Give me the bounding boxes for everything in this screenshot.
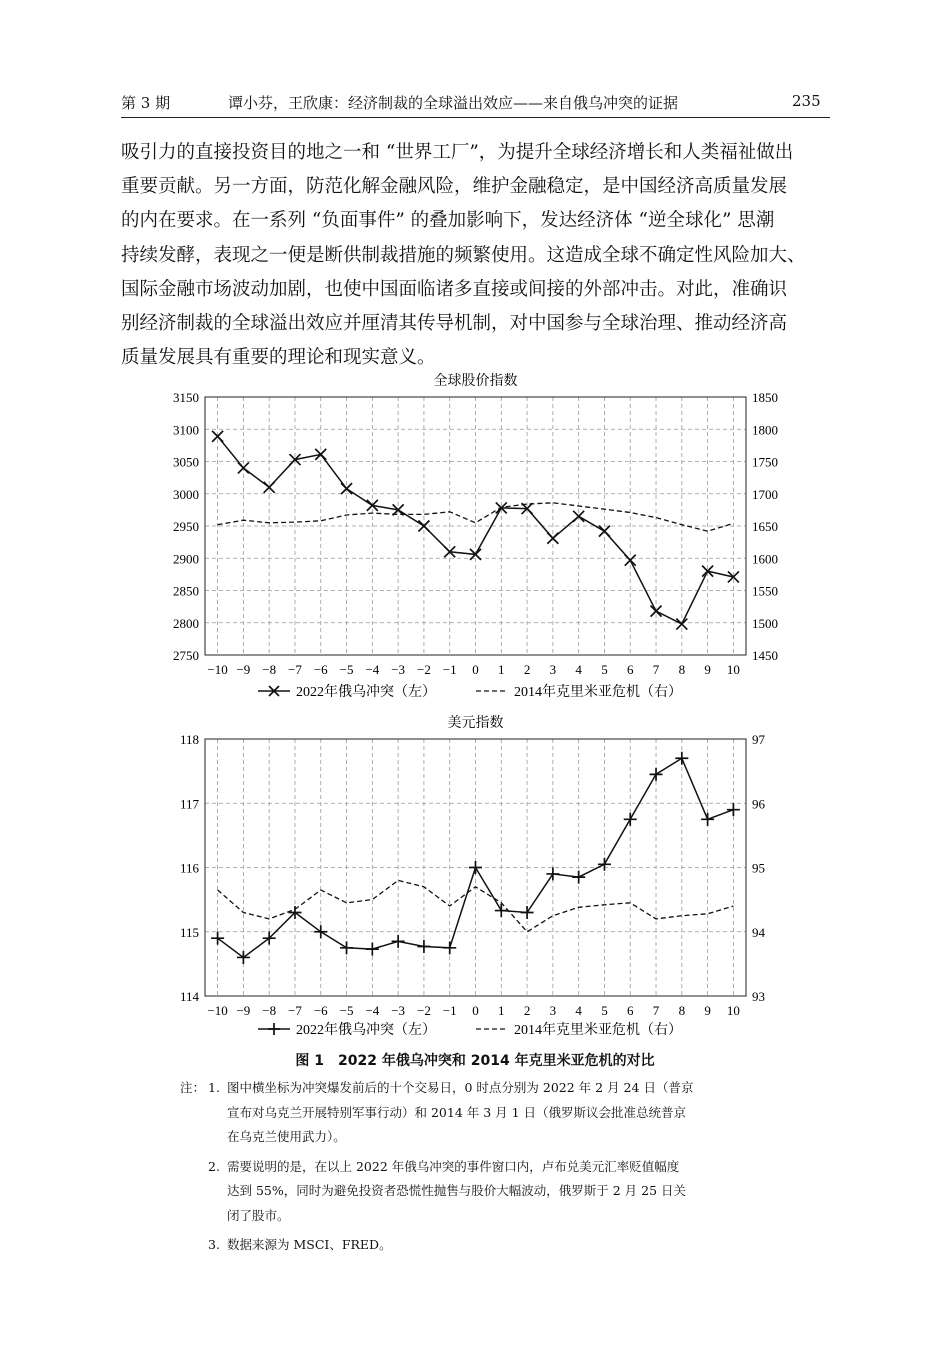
- x-tick-label: 8: [678, 1003, 686, 1018]
- y-tick-label-right: 1550: [752, 583, 778, 599]
- data-point-marker-plus: [443, 941, 456, 954]
- data-point-marker-plus: [546, 867, 559, 880]
- note-text: 在乌克兰使用武力）。: [227, 1129, 346, 1144]
- note-line: [180, 1101, 800, 1126]
- data-point-marker-plus: [521, 906, 534, 919]
- x-tick-label: 0: [472, 1003, 479, 1018]
- legend-label-2014: 2014年克里米亚危机（右）: [514, 1023, 682, 1038]
- note-prefix: 注：: [180, 1080, 206, 1095]
- note-number: 2.: [208, 1158, 220, 1174]
- x-tick-label: −2: [416, 1003, 431, 1018]
- note-text: 宣布对乌克兰开展特别军事行动）和 2014 年 3 月 1 日（俄罗斯议会批准总统普京: [227, 1104, 687, 1120]
- x-tick-label: −1: [442, 662, 457, 677]
- y-tick-label-left: 114: [179, 989, 199, 1004]
- x-tick-label: 1: [498, 1003, 505, 1018]
- y-tick-label-right: 97: [752, 732, 765, 747]
- y-tick-label-left: 2800: [173, 615, 199, 631]
- data-point-marker-x: [599, 526, 610, 537]
- note-number: 1.: [208, 1080, 220, 1095]
- y-tick-label-right: 1750: [752, 454, 778, 470]
- note-line: [180, 1076, 800, 1101]
- data-point-marker-plus: [727, 803, 740, 816]
- data-point-marker-plus: [366, 943, 379, 956]
- y-tick-label-right: 95: [752, 860, 765, 876]
- body-line: 质量发展具有重要的理论和现实意义。: [121, 347, 436, 369]
- x-tick-label: −8: [262, 1003, 277, 1018]
- body-line: 重要贡献。另一方面，防范化解金融风险，维护金融稳定，是中国经济高质量发展: [121, 176, 788, 198]
- data-point-marker-plus: [417, 940, 430, 953]
- x-tick-label: −10: [207, 662, 228, 677]
- note-text: 数据来源为 MSCI、FRED。: [227, 1237, 392, 1252]
- data-point-marker-x: [547, 533, 558, 544]
- data-point-marker-plus: [237, 951, 250, 964]
- y-tick-label-right: 93: [752, 989, 765, 1004]
- x-tick-label: 7: [652, 1003, 660, 1018]
- note-line: [180, 1204, 800, 1229]
- data-point-marker-x: [676, 619, 687, 630]
- data-point-marker-plus: [624, 813, 637, 826]
- running-title: 谭小芬，王欣康：经济制裁的全球溢出效应——来自俄乌冲突的证据: [228, 94, 679, 112]
- y-tick-label-right: 1450: [752, 648, 778, 663]
- data-point-marker-x: [625, 555, 636, 566]
- legend-label-2022: 2022年俄乌冲突（左）: [296, 1023, 436, 1038]
- note-text: 图中横坐标为冲突爆发前后的十个交易日，0 时点分别为 2022 年 2 月 24 日（普京: [227, 1080, 694, 1095]
- data-point-marker-plus: [701, 813, 714, 826]
- x-tick-label: 4: [575, 662, 582, 677]
- y-tick-label-left: 116: [179, 860, 199, 876]
- x-tick-label: 1: [498, 662, 505, 677]
- note-text: 达到 55%，同时为避免投资者恐慌性抛售与股价大幅波动，俄罗斯于 2 月 25 日关: [227, 1183, 687, 1198]
- y-tick-label-left: 2900: [173, 551, 199, 567]
- body-line: 别经济制裁的全球溢出效应并厘清其传导机制，对中国参与全球治理、推动经济高: [121, 312, 788, 334]
- note-line: [180, 1233, 800, 1258]
- y-tick-label-left: 2950: [173, 519, 199, 534]
- body-line: 国际金融市场波动加剧，也使中国面临诸多直接或间接的外部冲击。对此，准确识: [121, 278, 788, 300]
- x-tick-label: −3: [391, 1003, 406, 1018]
- data-point-marker-plus: [598, 858, 611, 871]
- x-tick-label: 7: [652, 662, 660, 677]
- x-tick-label: −6: [313, 1003, 328, 1018]
- y-tick-label-right: 1800: [752, 422, 778, 438]
- x-tick-label: 5: [601, 1003, 608, 1018]
- legend-label-2014: 2014年克里米亚危机（右）: [514, 685, 682, 700]
- x-tick-label: −7: [288, 662, 302, 677]
- x-tick-label: 3: [549, 1003, 557, 1018]
- data-point-marker-x: [238, 462, 249, 473]
- body-paragraph: [121, 136, 833, 375]
- y-tick-label-left: 115: [179, 924, 199, 940]
- figure-notes: [180, 1076, 800, 1258]
- y-tick-label-left: 118: [179, 732, 199, 747]
- y-tick-label-left: 3100: [173, 422, 199, 438]
- note-line: [180, 1125, 800, 1150]
- x-tick-label: −9: [236, 1003, 251, 1018]
- x-tick-label: 8: [678, 662, 686, 677]
- dollar-index-chart: [0, 715, 950, 1045]
- x-tick-label: 9: [704, 662, 711, 677]
- figure-caption: 图 1 2022 年俄乌冲突和 2014 年克里米亚危机的对比: [295, 1053, 655, 1069]
- y-tick-label-right: 1500: [752, 615, 778, 631]
- x-tick-label: 2: [523, 662, 531, 677]
- chart-title: 美元指数: [447, 716, 504, 731]
- data-point-marker-plus: [340, 941, 353, 954]
- x-tick-label: −2: [416, 662, 431, 677]
- legend-label-2022: 2022年俄乌冲突（左）: [296, 685, 436, 700]
- x-tick-label: −9: [236, 662, 251, 677]
- y-tick-label-left: 3150: [173, 390, 199, 405]
- x-tick-label: −10: [207, 1003, 228, 1018]
- data-point-marker-plus: [392, 935, 405, 948]
- y-tick-label-left: 2750: [173, 648, 199, 663]
- data-point-marker-plus: [675, 752, 688, 765]
- chart-title: 全球股价指数: [433, 374, 518, 389]
- y-tick-label-right: 1600: [752, 551, 778, 567]
- x-tick-label: 10: [726, 1003, 740, 1018]
- body-line: 吸引力的直接投资目的地之一和 “世界工厂”，为提升全球经济增长和人类福祉做出: [121, 142, 794, 163]
- data-point-marker-x: [418, 521, 429, 532]
- note-line: [180, 1179, 800, 1204]
- x-tick-label: −1: [442, 1003, 457, 1018]
- note-line: [180, 1155, 800, 1180]
- x-tick-label: 10: [726, 662, 740, 677]
- y-tick-label-right: 96: [752, 796, 765, 812]
- y-tick-label-right: 94: [752, 924, 765, 940]
- page-number: 235: [792, 92, 821, 110]
- data-point-marker-plus: [314, 925, 327, 938]
- y-tick-label-left: 3050: [173, 454, 199, 470]
- x-tick-label: −8: [262, 662, 277, 677]
- x-tick-label: 6: [626, 1003, 634, 1018]
- y-tick-label-right: 1700: [752, 486, 778, 502]
- data-point-marker-plus: [469, 861, 482, 874]
- note-text: 闭了股市。: [227, 1207, 290, 1223]
- y-tick-label-right: 1850: [752, 390, 778, 405]
- x-tick-label: −6: [313, 662, 328, 677]
- x-tick-label: −7: [288, 1003, 302, 1018]
- note-number: 3.: [208, 1237, 220, 1252]
- x-tick-label: −4: [365, 662, 380, 677]
- note-text: 需要说明的是，在以上 2022 年俄乌冲突的事件窗口内，卢布兑美元汇率贬值幅度: [227, 1158, 680, 1174]
- x-tick-label: −5: [339, 662, 354, 677]
- issue-number: 第 3 期: [121, 94, 171, 112]
- data-point-marker-plus: [495, 904, 508, 917]
- legend-marker-plus: [268, 1023, 280, 1035]
- x-tick-label: 2: [523, 1003, 531, 1018]
- x-tick-label: −4: [365, 1003, 380, 1018]
- global-stock-index-chart: [0, 365, 950, 705]
- data-point-marker-plus: [211, 932, 224, 945]
- x-tick-label: −5: [339, 1003, 354, 1018]
- body-line: 持续发酵，表现之一便是断供制裁措施的频繁使用。这造成全球不确定性风险加大、: [121, 244, 806, 266]
- header-rule: [121, 117, 830, 118]
- data-point-marker-x: [315, 449, 326, 460]
- x-tick-label: 5: [601, 662, 608, 677]
- y-tick-label-right: 1650: [752, 519, 778, 534]
- x-tick-label: 6: [626, 662, 634, 677]
- x-tick-label: −3: [391, 662, 406, 677]
- x-tick-label: 0: [472, 662, 479, 677]
- y-tick-label-left: 117: [179, 796, 199, 812]
- x-tick-label: 9: [704, 1003, 711, 1018]
- y-tick-label-left: 2850: [173, 583, 199, 599]
- body-line: 的内在要求。在一系列 “负面事件” 的叠加影响下，发达经济体 “逆全球化” 思潮: [121, 210, 775, 232]
- data-point-marker-plus: [650, 768, 663, 781]
- x-tick-label: 3: [549, 662, 557, 677]
- y-tick-label-left: 3000: [173, 486, 199, 502]
- x-tick-label: 4: [575, 1003, 582, 1018]
- data-point-marker-plus: [572, 871, 585, 884]
